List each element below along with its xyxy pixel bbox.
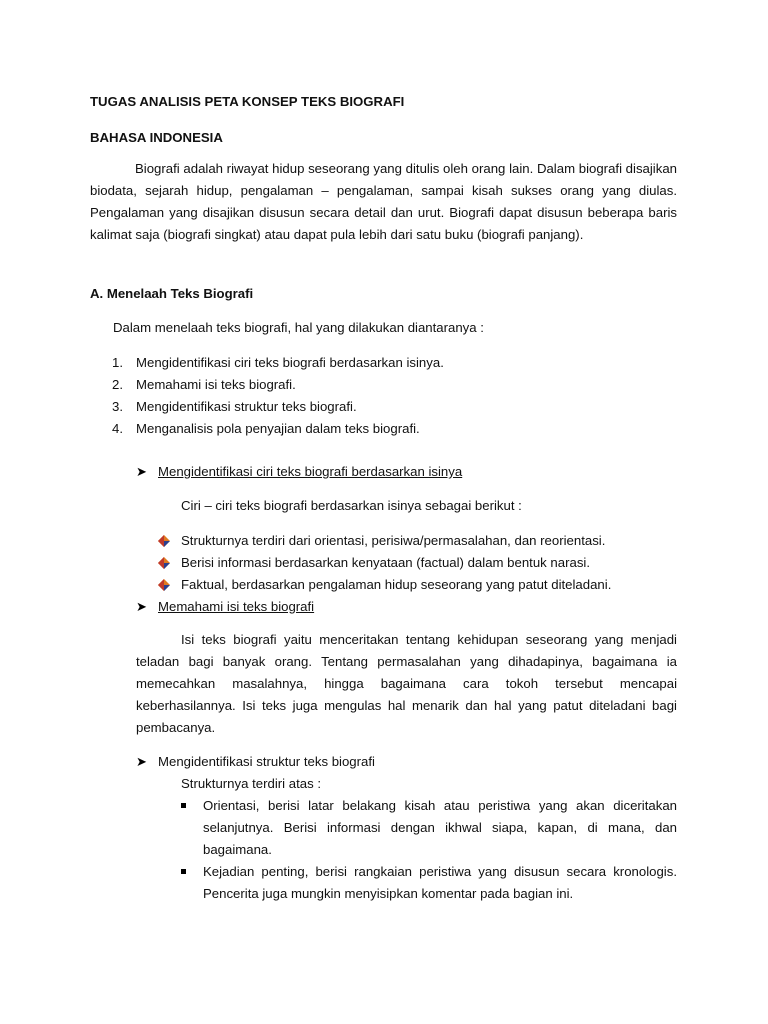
step-number: 1. (112, 355, 123, 370)
sub1-list-item: Berisi informasi berdasarkan kenyataan (factual) dalam bentuk narasi. (181, 555, 591, 570)
step-number: 2. (112, 377, 123, 392)
sub3-list-item: Kejadian penting, berisi rangkaian peristiwa yang disusun secara kronologis. Pencerita juga mungkin menyisipkan komentar pada bagian ini. (203, 864, 677, 901)
arrowhead-bullet-icon: ➤ (136, 464, 147, 479)
step-number: 3. (112, 399, 123, 414)
document-subtitle: BAHASA INDONESIA (90, 130, 223, 145)
step-item: Memahami isi teks biografi. (136, 377, 296, 392)
section-a-heading: A. Menelaah Teks Biografi (90, 286, 254, 301)
sub3-lead: Strukturnya terdiri atas : (181, 776, 321, 791)
step-item: Menganalisis pola penyajian dalam teks biografi. (136, 421, 420, 436)
step-item: Mengidentifikasi struktur teks biografi. (136, 399, 357, 414)
intro-paragraph: Biografi adalah riwayat hidup seseorang yang ditulis oleh orang lain. Dalam biografi disajikan biodata, sejarah hidup, pengalaman – pengalaman, sampai kisah sukses orang yang diulas. Pengalaman yang disajikan disusun secara detail dan urut. Biografi dapat disusun beberapa baris kalimat saja (biografi singkat) atau dapat pula lebih dari satu buku (biografi panjang). (90, 161, 677, 242)
diamond-bullet-icon (158, 535, 170, 547)
step-item: Mengidentifikasi ciri teks biografi berdasarkan isinya. (136, 355, 444, 370)
sub1-list-item: Strukturnya terdiri dari orientasi, perisiwa/permasalahan, dan reorientasi. (181, 533, 606, 548)
section-a-lead: Dalam menelaah teks biografi, hal yang dilakukan diantaranya : (113, 320, 484, 335)
sub2-heading: Memahami isi teks biografi (158, 599, 315, 614)
sub3-list-item: Orientasi, berisi latar belakang kisah atau peristiwa yang akan diceritakan selanjutnya. Berisi informasi dengan ikhwal siapa, kapan, di mana, dan bagaimana. (203, 798, 677, 857)
arrowhead-bullet-icon: ➤ (136, 599, 147, 614)
sub3-heading: Mengidentifikasi struktur teks biografi (158, 754, 375, 769)
sub1-heading: Mengidentifikasi ciri teks biografi berdasarkan isinya (158, 464, 463, 479)
arrowhead-bullet-icon: ➤ (136, 754, 147, 769)
sub2-paragraph: Isi teks biografi yaitu menceritakan tentang kehidupan seseorang yang menjadi teladan bagi banyak orang. Tentang permasalahan yang dihadapinya, bagaimana ia memecahkan masalahnya, hingga bagaimana cara tokoh tersebut mencapai keberhasilannya. Isi teks juga mengulas hal menarik dan hal yang patut diteladani bagi pembacanya. (136, 632, 677, 735)
sub1-list-item: Faktual, berdasarkan pengalaman hidup seseorang yang patut diteladani. (181, 577, 612, 592)
sub1-lead: Ciri – ciri teks biografi berdasarkan isinya sebagai berikut : (181, 498, 522, 513)
step-number: 4. (112, 421, 123, 436)
document-title: TUGAS ANALISIS PETA KONSEP TEKS BIOGRAFI (90, 94, 405, 109)
diamond-bullet-icon (158, 579, 170, 591)
square-bullet-icon (181, 869, 186, 874)
diamond-bullet-icon (158, 557, 170, 569)
square-bullet-icon (181, 803, 186, 808)
